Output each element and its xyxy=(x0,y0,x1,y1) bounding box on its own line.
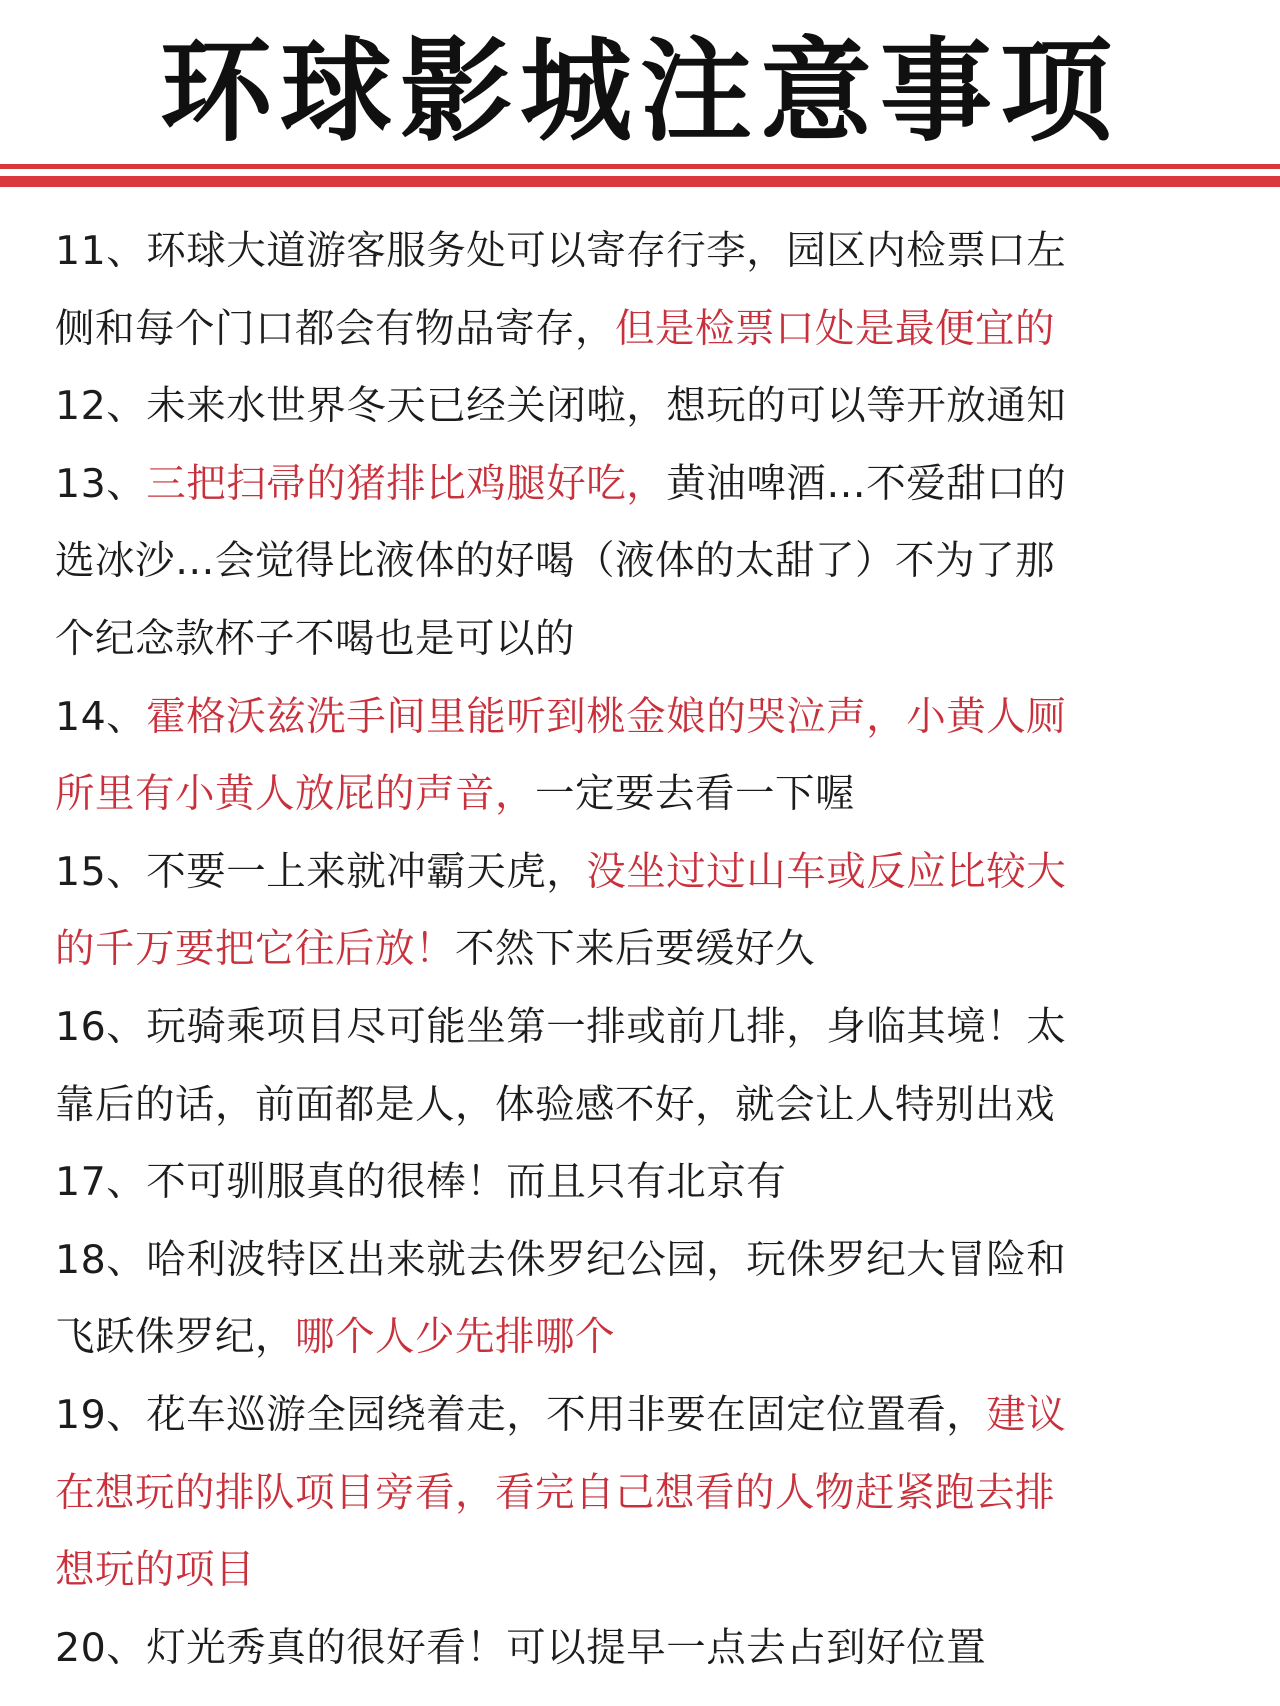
notice-line xyxy=(55,834,1225,912)
body-text: 12、未来水世界冬天已经关闭啦，想玩的可以等开放通知 xyxy=(55,383,1067,430)
body-text: 18、哈利波特区出来就去侏罗纪公园，玩侏罗纪大冒险和 xyxy=(55,1236,1067,1283)
body-text: 15、不要一上来就冲霸天虎， xyxy=(55,848,587,895)
notice-line xyxy=(55,601,1225,679)
body-text: 17、不可驯服真的很棒！而且只有北京有 xyxy=(55,1159,787,1206)
body-text: 19、花车巡游全园绕着走，不用非要在固定位置看， xyxy=(55,1391,987,1438)
notice-line xyxy=(55,679,1225,757)
notice-list xyxy=(55,213,1225,1687)
body-text: 14、 xyxy=(55,693,147,740)
notice-line xyxy=(55,989,1225,1067)
body-text: 一定要去看一下喔 xyxy=(535,771,855,818)
notice-line xyxy=(55,446,1225,524)
highlight-text: 在想玩的排队项目旁看，看完自己想看的人物赶紧跑去排 xyxy=(55,1469,1055,1516)
body-text: 靠后的话，前面都是人，体验感不好，就会让人特别出戏 xyxy=(55,1081,1055,1128)
notice-line xyxy=(55,291,1225,369)
notice-item-11 xyxy=(55,213,1225,368)
notice-line xyxy=(55,523,1225,601)
body-text: 个纪念款杯子不喝也是可以的 xyxy=(55,615,575,662)
notice-line xyxy=(55,1455,1225,1533)
highlight-text: 没坐过过山车或反应比较大 xyxy=(586,848,1067,895)
notice-item-12 xyxy=(55,368,1225,446)
page-title: 环球影城注意事项 xyxy=(160,27,1120,157)
title-divider-thin xyxy=(0,164,1280,169)
highlight-text: 的千万要把它往后放！ xyxy=(55,926,455,973)
notice-line xyxy=(55,1144,1225,1222)
body-text: 黄油啤酒…不爱甜口的 xyxy=(666,460,1067,507)
notice-item-17 xyxy=(55,1144,1225,1222)
body-text: 不然下来后要缓好久 xyxy=(455,926,815,973)
body-text: 11、环球大道游客服务处可以寄存行李，园区内检票口左 xyxy=(55,228,1067,274)
notice-item-18 xyxy=(55,1222,1225,1377)
notice-item-13 xyxy=(55,446,1225,679)
body-text: 侧和每个门口都会有物品寄存， xyxy=(55,305,615,352)
notice-item-14 xyxy=(55,679,1225,834)
body-text: 13、 xyxy=(55,460,147,507)
notice-line xyxy=(55,213,1225,291)
body-text: 16、玩骑乘项目尽可能坐第一排或前几排，身临其境！太 xyxy=(55,1003,1067,1050)
notice-line xyxy=(55,911,1225,989)
highlight-text: 想玩的项目 xyxy=(55,1547,255,1594)
notice-line xyxy=(55,1067,1225,1145)
notice-line xyxy=(55,1377,1225,1455)
notice-item-20 xyxy=(55,1610,1225,1688)
notice-line xyxy=(55,368,1225,446)
notice-item-15 xyxy=(55,834,1225,989)
body-text: 选冰沙…会觉得比液体的好喝（液体的太甜了）不为了那 xyxy=(55,538,1055,585)
notice-item-16 xyxy=(55,989,1225,1144)
highlight-text: 所里有小黄人放屁的声音， xyxy=(55,771,535,818)
body-text: 20、灯光秀真的很好看！可以提早一点去占到好位置 xyxy=(55,1624,987,1671)
notice-line xyxy=(55,1222,1225,1300)
notice-line xyxy=(55,1299,1225,1377)
notice-line xyxy=(55,756,1225,834)
highlight-text: 哪个人少先排哪个 xyxy=(295,1314,615,1361)
notice-item-19 xyxy=(55,1377,1225,1610)
highlight-text: 但是检票口处是最便宜的 xyxy=(615,305,1055,352)
highlight-text: 霍格沃兹洗手间里能听到桃金娘的哭泣声，小黄人厕 xyxy=(146,693,1067,740)
title-divider-thick xyxy=(0,176,1280,187)
body-text: 飞跃侏罗纪， xyxy=(55,1314,295,1361)
highlight-text: 三把扫帚的猪排比鸡腿好吃， xyxy=(146,460,667,507)
highlight-text: 建议 xyxy=(986,1391,1067,1438)
notice-line xyxy=(55,1610,1225,1688)
notice-line xyxy=(55,1532,1225,1610)
